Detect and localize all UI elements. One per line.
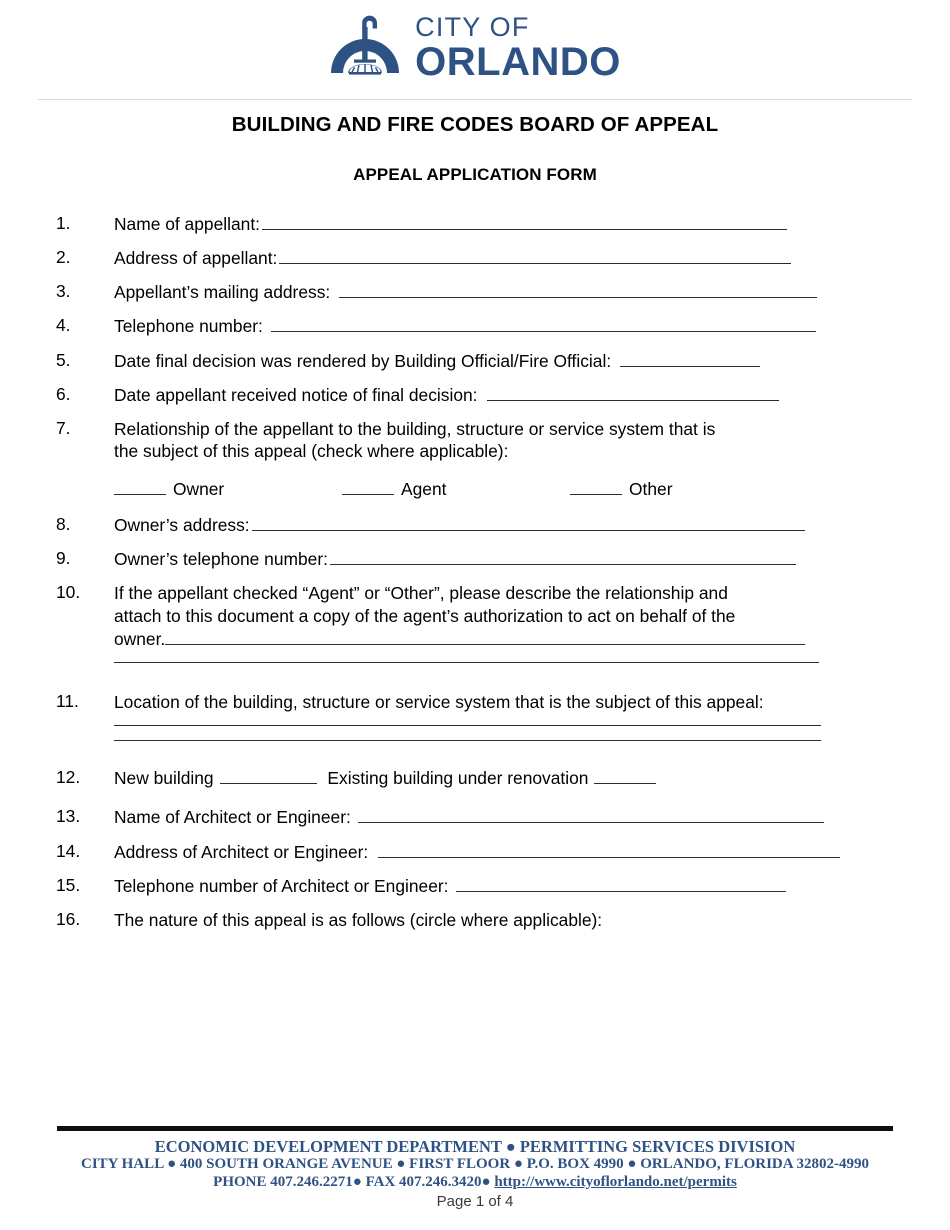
form-item-9 [56,548,910,571]
form-item-13 [56,806,910,829]
answer-blank-5[interactable] [620,352,760,367]
item-number: 3. [56,281,71,302]
item-number: 13. [56,806,81,827]
logo-city-text: CITY OF [415,12,530,42]
item-number: 16. [56,908,81,929]
page-number: Page 1 of 4 [436,1193,514,1210]
footer-department-line: ECONOMIC DEVELOPMENT DEPARTMENT ● PERMITTING SERVICES DIVISION [154,1137,796,1157]
item-number: 6. [56,383,71,404]
page-title: BUILDING AND FIRE CODES BOARD OF APPEAL [231,113,719,136]
item-content [114,247,910,270]
choice-owner[interactable] [114,479,342,500]
form-item-8 [56,514,910,537]
answer-blank-3[interactable] [339,283,817,298]
item-label-line1: Relationship of the appellant to the building, structure or service system that is [114,418,716,439]
form-item-5 [56,350,910,373]
item-number: 11. [56,691,79,712]
logo-orlando-text: ORLANDO [415,40,621,84]
form-item-15 [56,875,910,898]
form-item-10 [56,582,910,663]
answer-blank-1[interactable] [262,215,787,230]
choice-agent[interactable] [342,479,570,500]
relationship-choices [114,479,910,500]
footer-permits-link[interactable]: http://www.cityoflorlando.net/permits [494,1173,737,1190]
item-number: 15. [56,874,81,895]
item-label-new-building: New building [114,767,214,788]
form-item-4 [56,315,910,338]
choice-other-label: Other [629,479,673,499]
item-content [114,548,910,571]
answer-blank-11b[interactable] [114,740,821,741]
item-label: Date appellant received notice of final decision: [114,384,478,405]
choice-other[interactable] [570,479,673,500]
item-content [114,384,910,407]
item-number: 8. [56,514,71,534]
item-content [114,909,910,932]
item-label: Telephone number of Architect or Engineer: [114,875,449,896]
item-content [114,418,910,463]
answer-blank-9[interactable] [330,550,796,565]
item-label: Name of appellant: [114,214,260,234]
document-header [0,0,950,82]
form-item-3 [56,281,910,304]
form-item-14 [56,841,910,864]
footer-contact-line [57,1174,893,1191]
item-content [114,281,910,304]
form-item-12 [56,767,910,790]
item-number: 4. [56,315,71,336]
item-number: 9. [56,548,71,569]
item-label-line3: owner. [114,628,166,649]
footer-divider [57,1126,893,1131]
logo-wordmark [415,14,621,82]
item-label: Owner’s telephone number: [114,549,328,570]
answer-blank-10a[interactable] [165,630,805,645]
item-content [114,767,910,790]
item-content [114,582,910,663]
item-label: Location of the building, structure or service system that is the subject of this appeal: [114,692,764,713]
document-footer [57,1126,893,1210]
item-content [114,875,910,898]
answer-blank-2[interactable] [279,249,791,264]
item-label-line1: If the appellant checked “Agent” or “Other”, please describe the relationship and [114,583,728,604]
item-content [114,350,910,373]
item-label-existing-building: Existing building under renovation [327,767,589,788]
orlando-fountain-icon [329,15,401,81]
choice-owner-blank[interactable] [114,480,166,495]
item-number: 1. [56,213,71,233]
choice-agent-label: Agent [401,479,447,499]
choice-owner-label: Owner [173,479,225,499]
city-of-orlando-logo [329,14,621,82]
item-label: Date final decision was rendered by Building Official/Fire Official: [114,350,612,371]
item-content [114,514,910,537]
item-content [114,315,910,338]
answer-blank-15[interactable] [456,877,786,892]
item-label: Address of Architect or Engineer: [114,841,369,862]
form-item-1 [56,213,910,236]
form-item-6 [56,384,910,407]
item-number: 12. [56,766,81,787]
appeal-form [0,213,950,931]
form-item-7 [56,418,910,463]
answer-blank-10b[interactable] [114,662,819,663]
form-item-2 [56,247,910,270]
answer-blank-14[interactable] [378,843,840,858]
item-content [114,841,910,864]
item-label: Address of appellant: [114,248,278,269]
page-subtitle: APPEAL APPLICATION FORM [353,165,597,184]
item-number: 10. [56,582,81,603]
answer-blank-13[interactable] [358,808,824,823]
answer-blank-new-building[interactable] [220,769,317,784]
answer-blank-11a[interactable] [114,725,821,726]
choice-other-blank[interactable] [570,480,622,495]
form-item-16 [56,909,910,932]
item-label: The nature of this appeal is as follows (circle where applicable): [114,909,603,930]
header-divider [38,99,912,100]
item-content [114,806,910,829]
item-content [114,213,910,236]
item-label: Appellant’s mailing address: [114,282,331,303]
footer-phone-fax-text: PHONE 407.246.2271● FAX 407.246.3420● [213,1173,495,1190]
item-number: 2. [56,247,71,268]
item-label-line2: attach to this document a copy of the agent’s authorization to act on behalf of the [114,605,736,626]
item-label: Owner’s address: [114,515,250,535]
answer-blank-8[interactable] [252,516,805,531]
form-item-11 [56,691,910,741]
answer-blank-existing-building[interactable] [594,769,656,784]
item-label-line2: the subject of this appeal (check where applicable): [114,441,509,462]
item-number: 5. [56,349,71,370]
footer-address-line: CITY HALL ● 400 SOUTH ORANGE AVENUE ● FIRST FLOOR ● P.O. BOX 4990 ● ORLANDO, FLORIDA 32802-4990 [80,1156,869,1173]
item-label: Name of Architect or Engineer: [114,807,351,828]
item-label: Telephone number: [114,316,263,337]
answer-blank-6[interactable] [487,386,779,401]
answer-blank-4[interactable] [271,317,816,332]
item-number: 14. [56,840,81,861]
item-number: 7. [56,417,71,438]
item-content [114,691,910,741]
choice-agent-blank[interactable] [342,480,394,495]
